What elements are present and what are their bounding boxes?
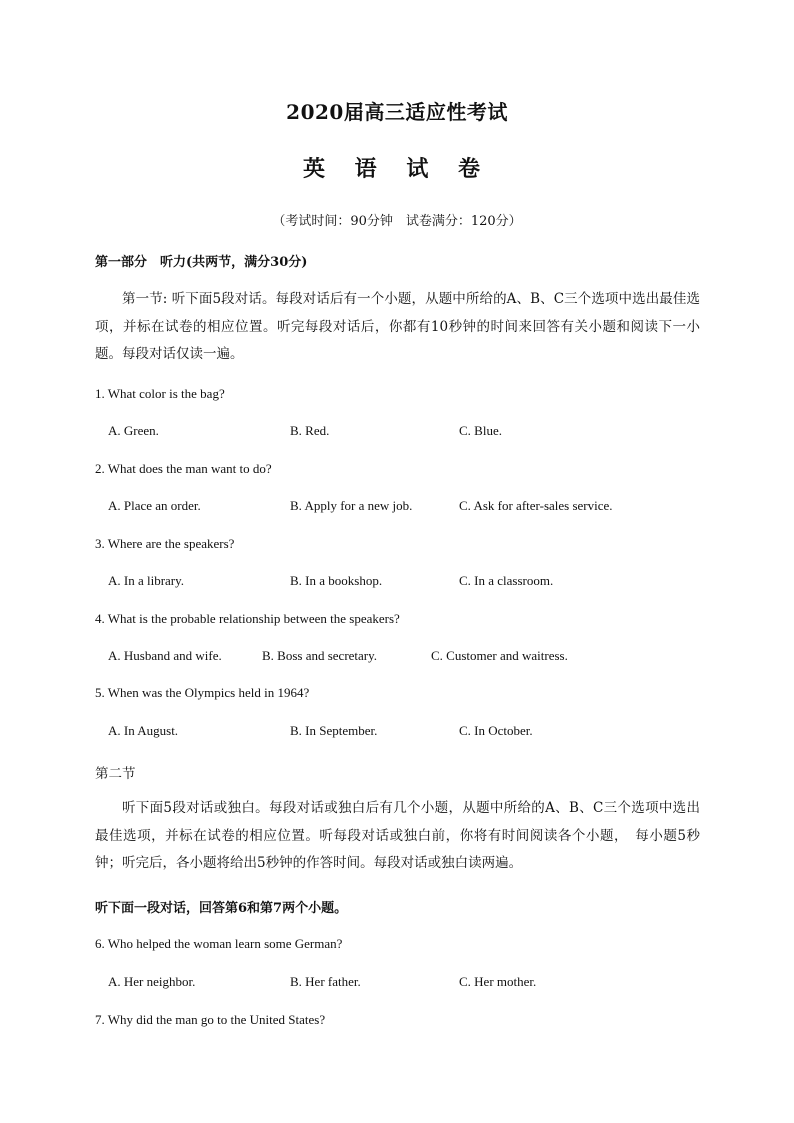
subject-title: 英 语 试 卷 bbox=[303, 156, 491, 182]
question-1: 1. What color is the bag? bbox=[95, 386, 225, 401]
q1-option-c: C. Blue. bbox=[459, 423, 502, 438]
q3-option-a: A. In a library. bbox=[108, 573, 185, 588]
q2-option-c: C. Ask for after-sales service. bbox=[459, 498, 613, 513]
part1-heading: 第一部分 听力(共两节，满分30分) bbox=[95, 255, 308, 270]
q1-option-b: B. Red. bbox=[290, 423, 330, 438]
q4-option-a: A. Husband and wife. bbox=[108, 648, 222, 663]
question-4: 4. What is the probable relationship between the speakers? bbox=[95, 611, 400, 626]
question-5: 5. When was the Olympics held in 1964? bbox=[95, 685, 310, 700]
q6-option-b: B. Her father. bbox=[290, 974, 361, 989]
question-2: 2. What does the man want to do? bbox=[95, 461, 272, 476]
q2-option-b: B. Apply for a new job. bbox=[290, 498, 413, 513]
q5-option-b: B. In September. bbox=[290, 723, 378, 738]
q5-option-a: A. In August. bbox=[108, 723, 179, 738]
q4-option-c: C. Customer and waitress. bbox=[431, 648, 568, 663]
q6-option-c: C. Her mother. bbox=[459, 974, 537, 989]
exam-title: 2020届高三适应性考试 bbox=[286, 100, 508, 124]
question-6: 6. Who helped the woman learn some German? bbox=[95, 936, 343, 951]
section2-note: 听下面一段对话，回答第6和第7两个小题。 bbox=[95, 901, 348, 916]
section2-instructions: 听下面5段对话或独白。每段对话或独白后有几个小题，从题中所给的A、B、C三个选项中选出最佳选项，并标在试卷的相应位置。听每段对话或独白前，你将有时间阅读各个小题， 每小题5秒钟；听完后，各小题将给出5秒钟的作答时间。每段对话或独白读两遍。 bbox=[95, 800, 700, 871]
question-7: 7. Why did the man go to the United States? bbox=[95, 1012, 326, 1027]
q4-option-b: B. Boss and secretary. bbox=[262, 648, 378, 663]
exam-info: （考试时间：90分钟 试卷满分：120分） bbox=[272, 214, 522, 229]
q2-option-a: A. Place an order. bbox=[108, 498, 201, 513]
q1-option-a: A. Green. bbox=[108, 423, 159, 438]
question-3: 3. Where are the speakers? bbox=[95, 536, 235, 551]
q5-option-c: C. In October. bbox=[459, 723, 533, 738]
q3-option-c: C. In a classroom. bbox=[459, 573, 554, 588]
q6-option-a: A. Her neighbor. bbox=[108, 974, 196, 989]
section2-label: 第二节 bbox=[95, 766, 136, 782]
section1-instructions: 第一节: 听下面5段对话。每段对话后有一个小题，从题中所给的A、B、C三个选项中选出最佳选项，并标在试卷的相应位置。听完每段对话后，你都有10秒钟的时间来回答有关小题和阅读下一小题。每段对话仅读一遍。 bbox=[95, 291, 700, 362]
q3-option-b: B. In a bookshop. bbox=[290, 573, 383, 588]
